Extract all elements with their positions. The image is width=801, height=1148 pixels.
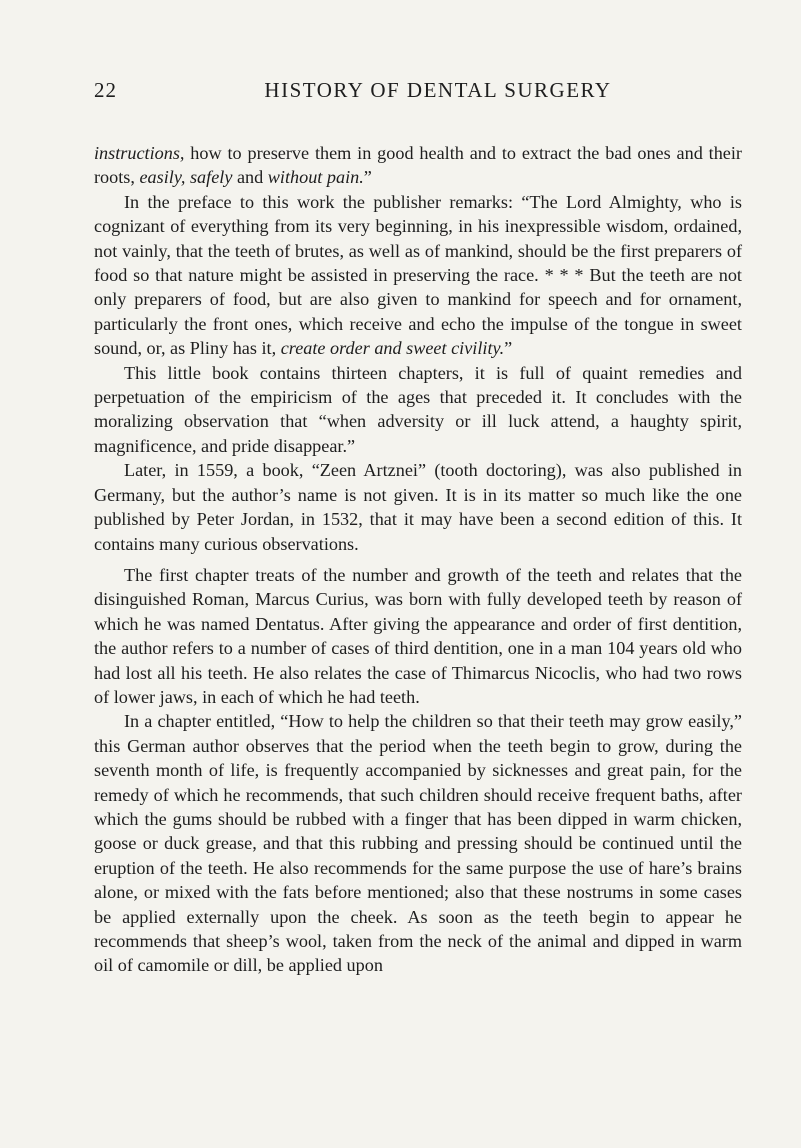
text-segment: without pain. bbox=[267, 167, 364, 188]
paragraph-1 bbox=[94, 141, 742, 190]
paragraph-4 bbox=[94, 458, 742, 556]
text-segment: In a chapter entitled, “How to help the children so that their teeth may grow easily,” this German author observes that the period when the teeth begin to grow, during the seventh month of life, is frequently accompanied by sicknesses and great pain, for the remedy of which he recommends, that such children should receive frequent baths, after which the gums should be rubbed with a finger that has been dipped in warm chicken, goose or duck grease, and that this rubbing and pressing should be continued until the eruption of the teeth. He also recommends for the same purpose the use of hare’s brains alone, or mixed with the fats before mentioned; also that these nostrums in some cases be applied externally upon the cheek. As soon as the teeth begin to appear he recommends that sheep’s wool, taken from the neck of the animal and dipped in warm oil of camomile or dill, be applied upon bbox=[94, 711, 742, 976]
text-segment: easily, safely bbox=[139, 167, 233, 188]
paragraph-3 bbox=[94, 361, 742, 459]
text-segment: and bbox=[232, 167, 268, 188]
running-title: HISTORY OF DENTAL SURGERY bbox=[264, 78, 612, 102]
body-text bbox=[94, 141, 742, 978]
text-segment: In the preface to this work the publisher remarks: “The Lord Almighty, who is cognizant of everything from its very beginning, in his inexpressible wisdom, ordained, not vainly, that the teeth of brutes, as well as of mankind, should be the first preparers of food so that nature might be assisted in preserving the race. * * * But the teeth are not only preparers of food, but are also given to mankind for speech and for ornament, particularly the front ones, which receive and echo the impulse of the tongue in sweet sound, or, as Pliny has it, bbox=[94, 191, 742, 359]
text-segment: how to preserve them in good health and to extract the bad ones and their roots, bbox=[94, 143, 742, 188]
paragraph-6 bbox=[94, 709, 742, 977]
text-segment: ” bbox=[363, 167, 372, 188]
text-segment: instructions, bbox=[94, 143, 185, 163]
page-header bbox=[94, 78, 742, 108]
text-segment: Later, in 1559, a book, “Zeen Artznei” (tooth doctoring), was also published in Germany, but the author’s name is not given. It is in its matter so much like the one published by Peter Jordan, in 1532, that it may have been a second edition of this. It contains many curious observations. bbox=[94, 460, 742, 554]
text-segment: This little book contains thirteen chapters, it is full of quaint remedies and perpetuation of the empiricism of the ages that preceded it. It concludes with the moralizing observation that “when adversity or ill luck attend, a haughty spirit, magnificence, and pride disappear.” bbox=[94, 362, 742, 456]
paragraph-2 bbox=[94, 190, 742, 361]
text-segment: The first chapter treats of the number and growth of the teeth and relates that the disinguished Roman, Marcus Curius, was born with fully developed teeth by reason of which he was named Dentatus. After giving the appearance and order of first dentition, the author refers to a number of cases of third dentition, one in a man 104 years old who had lost all his teeth. He also relates the case of Thimarcus Nicoclis, who had two rows of lower jaws, in each of which he had teeth. bbox=[94, 564, 742, 707]
text-segment: create order and sweet civility. bbox=[280, 338, 505, 359]
text-segment: ” bbox=[504, 338, 513, 359]
page-number: 22 bbox=[94, 78, 117, 102]
paragraph-5 bbox=[94, 563, 742, 709]
